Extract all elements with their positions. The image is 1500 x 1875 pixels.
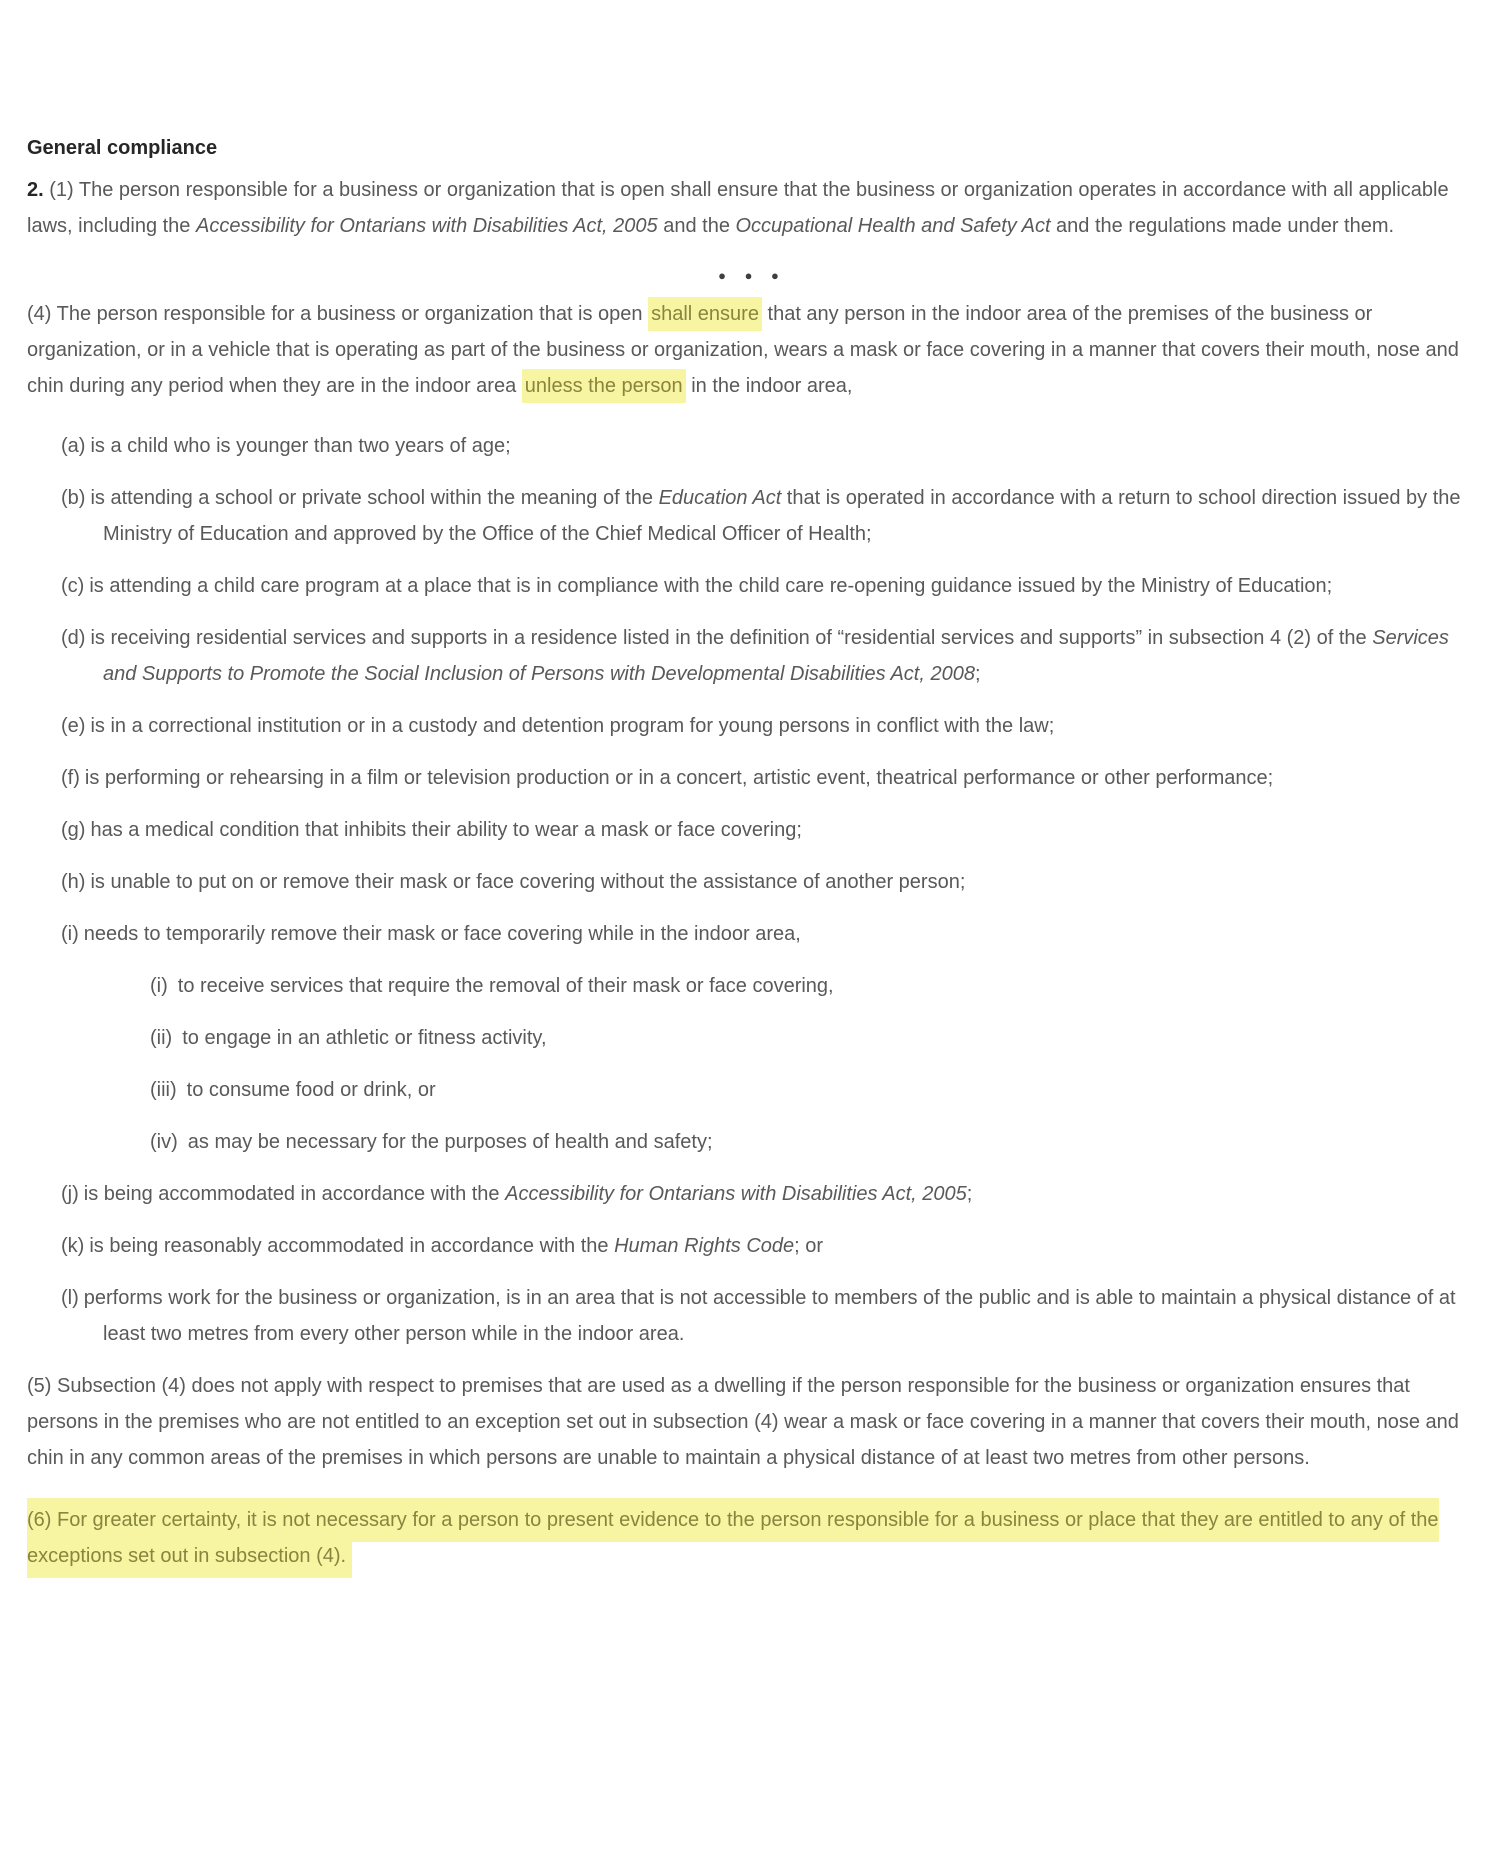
act-title-aoda: Accessibility for Ontarians with Disabilities Act, 2005: [195, 215, 658, 237]
highlight-paragraph-6: (6) For greater certainty, it is not necessary for a person to present evidence to the person responsible for a business or place that they are entitled to any of the exceptions set out in subsection (4).: [27, 1498, 1439, 1578]
act-title-ohsa: Occupational Health and Safety Act: [735, 215, 1051, 237]
subclause-label: (iii): [150, 1079, 177, 1101]
clause-label: (f): [61, 767, 80, 789]
clause-label: (k): [61, 1235, 85, 1257]
clause-d: (d) is receiving residential services and supports in a residence listed in the definition of “residential services and supports” in subsection 4 (2) of the Services and Supports to Promote the Social Inclusion of Persons with Developmental Disabilities Act, 2008;: [61, 627, 1449, 685]
ellipsis-dots-separator: ● ● ●: [718, 268, 782, 283]
section-number: 2.: [27, 179, 44, 201]
clause-k: (k) is being reasonably accommodated in accordance with the Human Rights Code; or: [61, 1235, 824, 1257]
clause-label: (d): [61, 627, 86, 649]
paragraph-2-1: 2. (1) The person responsible for a business or organization that is open shall ensure that the business or organization operates in accordance with all applicable laws, including the Accessibility for Ontarians with Disabilities Act, 2005 and the Occupational Health and Safety Act and the regulations made under them.: [27, 179, 1449, 237]
clause-label: (l): [61, 1287, 79, 1309]
paragraph-2-1-text: (1) The person responsible for a business or organization that is open shall ensure that the business or organization operates in accordance with all applicable laws, including the: [27, 179, 1449, 237]
clause-label: (c): [61, 575, 85, 597]
clause-l: (l) performs work for the business or organization, is in an area that is not accessible to members of the public and is able to maintain a physical distance of at least two metres from every other person while in the indoor area.: [61, 1287, 1456, 1345]
clause-label: (h): [61, 871, 86, 893]
clause-a: (a) is a child who is younger than two years of age;: [61, 435, 511, 457]
subclause-label: (i): [150, 975, 168, 997]
subclause-label: (ii): [150, 1027, 173, 1049]
clause-label: (j): [61, 1183, 79, 1205]
paragraph-4: (4) The person responsible for a business or organization that is open shall ensure that any person in the indoor area of the premises of the business or organization, or in a vehicle that is operating as part of the business or organization, wears a mask or face covering in a manner that covers their mouth, nose and chin during any period when they are in the indoor area unless the person in the indoor area,: [27, 296, 1473, 404]
paragraph-6: [27, 1502, 1473, 1574]
subclause-label: (iv): [150, 1131, 178, 1153]
highlight-shall-ensure: shall ensure: [648, 297, 762, 331]
subclause-ii: (ii) to engage in an athletic or fitness activity,: [150, 1027, 547, 1049]
clause-label: (g): [61, 819, 86, 841]
subclause-i: (i) to receive services that require the removal of their mask or face covering,: [150, 975, 834, 997]
clause-h: (h) is unable to put on or remove their mask or face covering without the assistance of another person;: [61, 871, 966, 893]
paragraph-5: (5) Subsection (4) does not apply with respect to premises that are used as a dwelling if the person responsible for the business or organization ensures that persons in the premises who are not entitled to an exception set out in subsection (4) wear a mask or face covering in a manner that covers their mouth, nose and chin in any common areas of the premises in which persons are unable to maintain a physical distance of at least two metres from other persons.: [27, 1375, 1459, 1469]
clause-b: (b) is attending a school or private school within the meaning of the Education Act that is operated in accordance with a return to school direction issued by the Ministry of Education and approved by the Office of the Chief Medical Officer of Health;: [61, 487, 1461, 545]
clause-j: (j) is being accommodated in accordance with the Accessibility for Ontarians with Disabilities Act, 2005;: [61, 1183, 973, 1205]
clause-f: (f) is performing or rehearsing in a film or television production or in a concert, artistic event, theatrical performance or other performance;: [61, 767, 1274, 789]
clause-label: (i): [61, 923, 79, 945]
clause-i: (i) needs to temporarily remove their mask or face covering while in the indoor area,: [61, 923, 801, 945]
clause-e: (e) is in a correctional institution or in a custody and detention program for young persons in conflict with the law;: [61, 715, 1055, 737]
clause-label: (b): [61, 487, 86, 509]
section-heading: General compliance: [27, 137, 218, 159]
act-title-aoda: Accessibility for Ontarians with Disabilities Act, 2005: [505, 1183, 967, 1205]
act-title-education: Education Act: [658, 487, 782, 509]
act-title-human-rights-code: Human Rights Code: [614, 1235, 795, 1257]
clause-g: (g) has a medical condition that inhibits their ability to wear a mask or face covering;: [61, 819, 802, 841]
clause-label: (e): [61, 715, 86, 737]
clause-label: (a): [61, 435, 86, 457]
subclause-iv: (iv) as may be necessary for the purposes of health and safety;: [150, 1131, 713, 1153]
clause-c: (c) is attending a child care program at a place that is in compliance with the child care re-opening guidance issued by the Ministry of Education;: [61, 575, 1333, 597]
act-title-ssdda: Services and Supports to Promote the Social Inclusion of Persons with Developmental Disabilities Act, 2008: [103, 627, 1449, 685]
subclause-iii: (iii) to consume food or drink, or: [150, 1079, 436, 1101]
highlight-unless-the-person: unless the person: [522, 369, 686, 403]
